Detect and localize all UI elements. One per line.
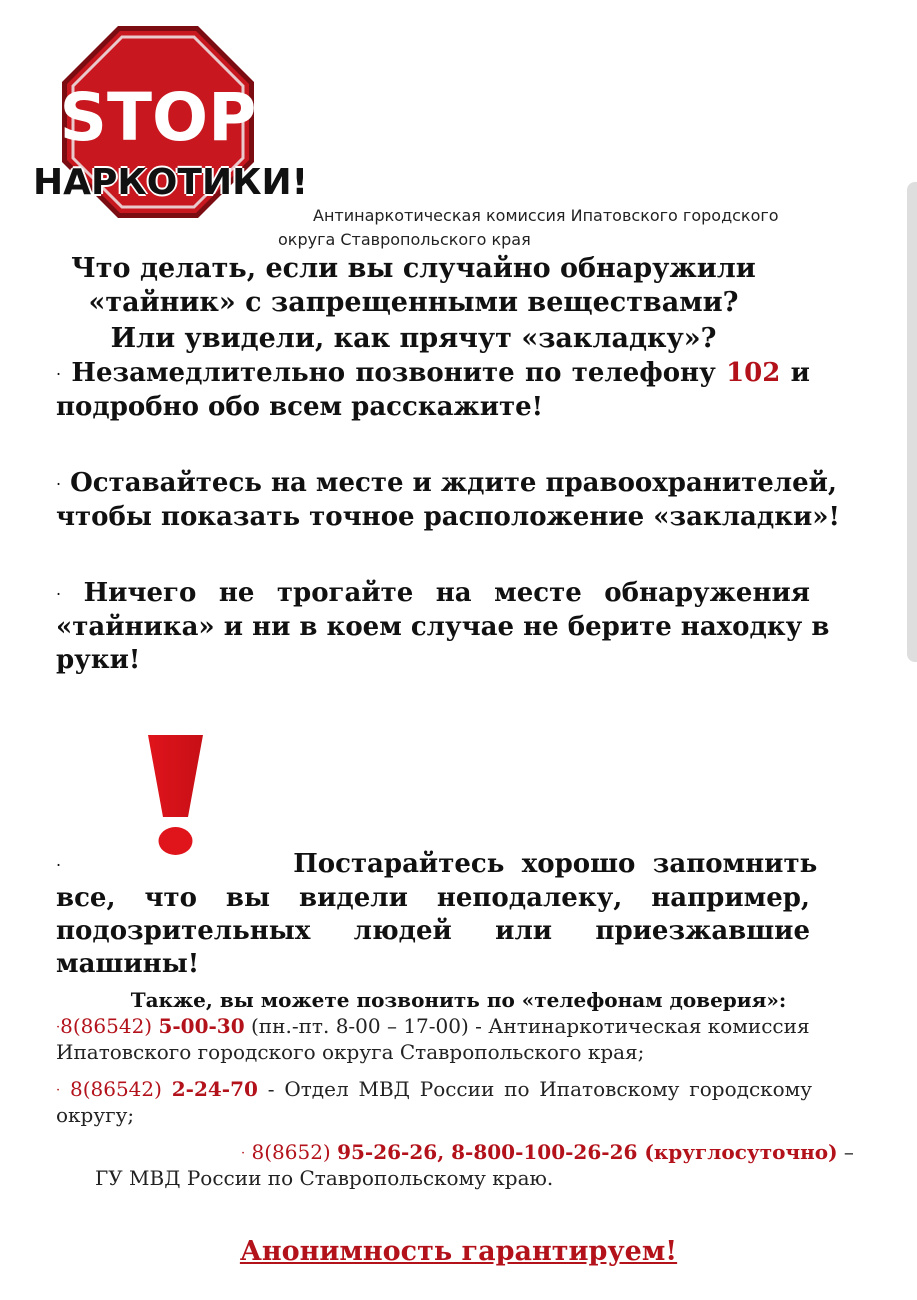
phone-description: - Отдел МВД России по Ипатовскому городскому [267,1077,813,1101]
stop-word: STOP [59,79,257,156]
instruction-text: «тайника» и ни в коем случае не берите находку в [56,611,830,642]
bullet: · [56,584,62,604]
instruction-text: машины! [56,948,200,979]
heading-line-3: Или увидели, как прячут «закладку»? [110,323,717,354]
bullet: · [56,1083,61,1098]
instruction-text: Незамедлительно позвоните по телефону [71,358,716,388]
heading-line-1: Что делать, если вы случайно обнаружили [71,253,756,284]
instruction-stay-on-site [56,467,840,534]
trust-phones-heading: Также, вы можете позвонить по «телефонам доверия»: [130,988,787,1012]
logo-slogan: НАРКОТИКИ! [33,162,309,203]
anonymity-guarantee: Анонимность гарантируем! [239,1236,678,1267]
phone-code: 8(86542) [69,1077,162,1101]
instruction-text: все, что вы видели неподалеку, например, [56,882,810,913]
trust-phone-item-1 [56,1014,816,1065]
heading-line-2: «тайник» с запрещенными веществами? [88,287,739,318]
instruction-text: и [790,358,810,388]
bullet: · [56,364,62,384]
instruction-do-not-touch [56,577,830,677]
organization-line-2: округа Ставропольского края [278,230,531,249]
phone-description: ГУ МВД России по Ставропольскому краю. [95,1166,554,1190]
instruction-text: Постарайтесь хорошо запомнить [293,849,818,879]
emergency-phone: 102 [726,358,781,388]
phone-hours: (пн.-пт. 8-00 – 17-00) [251,1014,469,1038]
phone-code: 8(86542) [60,1014,153,1038]
instruction-call-102 [56,357,810,424]
scrollbar[interactable] [907,182,917,662]
organization-line-1: Антинаркотическая комиссия Ипатовского городского [313,206,779,225]
phone-description: - Антинаркотическая комиссия [475,1014,810,1038]
phone-code: 8(8652) [251,1140,331,1164]
instruction-text: Оставайтесь на месте и ждите правоохранителей, [70,468,837,498]
instruction-text: Ничего не трогайте на месте обнаружения [83,578,810,608]
instruction-remember [56,848,818,981]
phone-description: Ипатовского городского округа Ставропольского края; [56,1040,645,1064]
bullet: · [241,1146,246,1161]
phone-number: 5-00-30 [158,1014,245,1038]
instruction-text: руки! [56,644,141,675]
phone-description: округу; [56,1103,135,1127]
bullet: · [56,1020,61,1035]
instruction-text: подробно обо всем расскажите! [56,391,544,422]
instruction-text: подозрительных людей или приезжавшие [56,915,810,946]
bullet: · [56,474,62,494]
exclamation-icon [148,735,203,860]
trust-phone-item-3 [95,1140,854,1191]
dash: – [843,1140,854,1164]
phone-number: 95-26-26, 8-800-100-26-26 (круглосуточно) [337,1140,838,1164]
instruction-text: чтобы показать точное расположение «закладки»! [56,501,840,532]
bullet: · [56,855,62,875]
trust-phone-item-2 [56,1077,812,1128]
phone-number: 2-24-70 [171,1077,258,1101]
